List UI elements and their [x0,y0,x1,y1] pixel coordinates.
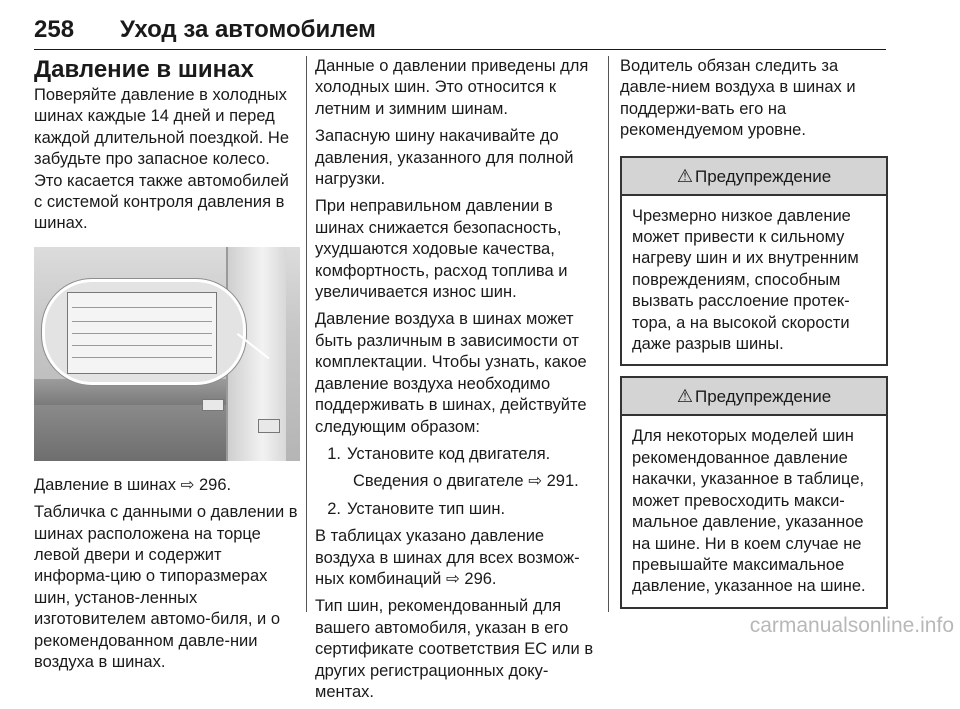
page-ref-arrow-icon: ⇨ [445,569,460,588]
section-heading: Давление в шинах [34,56,254,83]
step-number: 2. [327,499,341,518]
body-paragraph: Табличка с данными о давлении в шинах расположена на торце левой двери и содержит информа-цию о типоразмерах шин, установ-ленных изготовителем автомо-биля, и о рекомендованном давле-нии воздуха в шинах. [34,503,298,672]
page-ref-arrow-icon: ⇨ [180,475,195,494]
page-ref-arrow-icon: ⇨ [528,472,543,491]
warning-header [622,378,886,416]
warning-text: Для некоторых моделей шин рекомендованное давление накачки, указанное в таблице, может превосходить макси-мальное давление, указанное на шине. Ни в коем случае не превышайте максимальное давление, указанное на шине. [632,427,866,596]
paragraph: Запасную шину накачивайте до давления, указанного для полной нагрузки. [315,127,574,189]
figure-label-location [258,419,280,433]
step-number: 1. [327,444,341,463]
paragraph: Данные о давлении приведены для холодных шин. Это относится к летним и зимним шинам. [315,57,589,118]
paragraph: Тип шин, рекомендованный для вашего автомобиля, указан в его сертификате соответствия ЕС или в других регистрационных доку-ментах. [315,597,594,701]
step-text: Установите код двигателя. [347,444,551,463]
column-divider [306,56,307,612]
figure-pressure-label [67,292,217,374]
list-item [315,444,598,493]
steps-list [315,444,598,520]
warning-title: Предупреждение [694,166,832,186]
column-divider [608,56,609,612]
paragraph: В таблицах указано давление воздуха в шинах для всех возмож-ных комбинаций ⇨ 296. [315,526,598,590]
column-3 [620,56,888,619]
warning-title: Предупреждение [694,387,832,407]
step-sub-note: Сведения о двигателе ⇨ 291. [315,471,598,492]
warning-text: Чрезмерно низкое давление может привести к сильному нагреву шин и их внутренним повреждениям, способным вызвать расслоение протек-тора, а на высокой скорости даже разрыв шины. [632,206,859,354]
page-ref-link[interactable]: 296. [464,569,497,588]
paragraph: При неправильном давлении в шинах снижается безопасность, ухудшаются ходовые качества, комфортность, расход топлива и увеличивается износ шин. [315,197,568,302]
warning-triangle-icon: ⚠ [676,386,693,407]
warning-header [622,158,886,196]
warning-box [620,376,888,608]
header-rule [34,49,886,50]
figure-caption [34,475,300,496]
column-1 [34,56,300,680]
page-ref-link[interactable]: 291. [546,472,579,491]
page-ref-link[interactable]: 296. [198,475,232,494]
warning-box [620,156,888,367]
tire-pressure-label-figure [34,247,300,461]
page-header [34,14,886,50]
figure-floor [34,405,240,461]
paragraph: Давление воздуха в шинах может быть различным в зависимости от комплектации. Чтобы узнать, какое давление воздуха необходимо поддерживать в шинах, действуйте следующим образом: [315,310,587,436]
section-title: Уход за автомобилем [120,16,376,43]
page-number: 258 [34,16,75,43]
paragraph: Водитель обязан следить за давле-нием воздуха в шинах и поддержи-вать его на рекомендуемом уровне. [620,57,856,140]
caption-text: Давление в шинах [34,475,181,494]
list-item [315,499,598,520]
column-2 [315,56,598,709]
watermark: carmanualsonline.info [749,614,954,637]
step-text: Установите тип шин. [347,499,506,518]
warning-triangle-icon: ⚠ [676,165,693,186]
intro-paragraph: Поверяйте давление в холодных шинах каждые 14 дней и перед каждой длительной поездкой. Не забудьте про запасное колесо. Это касается также автомобилей с системой контроля давления в шинах. [34,86,290,233]
